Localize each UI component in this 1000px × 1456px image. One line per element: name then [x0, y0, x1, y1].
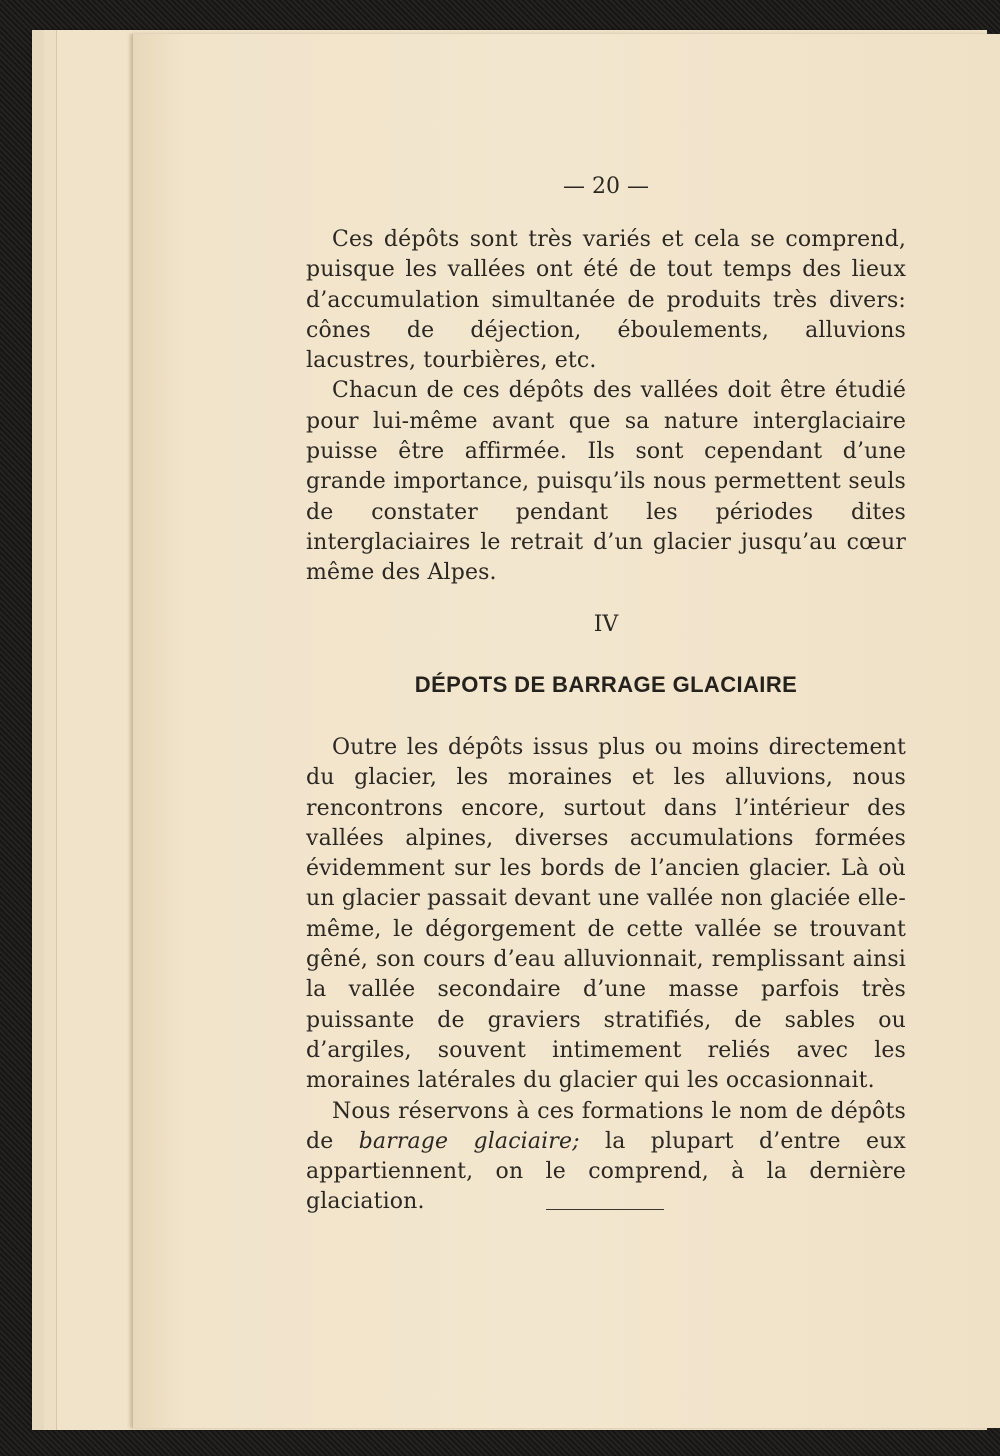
paragraph: [306, 1097, 906, 1218]
paragraph: Outre les dépôts issus plus ou moins directement du glacier, les moraines et les alluvions, nous rencontrons encore, surtout dans l’intérieur des vallées alpines, diverses accumulations formées évidemment sur les bords de l’ancien glacier. Là où un glacier passait devant une vallée non glaciée elle-même, le dégorgement de cette vallée se trouvant gêné, son cours d’eau alluvionnait, remplissant ainsi la vallée secondaire d’une masse parfois très puissante de graviers stratifiés, de sables ou d’argiles, souvent intimement reliés avec les moraines latérales du glacier qui les occasionnait.: [306, 735, 906, 1094]
paragraph-text: Nous réservons à ces formations le nom de dépôts de: [306, 1098, 906, 1154]
section-number: IV: [593, 612, 619, 637]
closing-rule: [546, 1209, 664, 1210]
italic-term: barrage glaciaire;: [358, 1128, 580, 1154]
page-number: — 20 —: [563, 174, 649, 199]
paragraph: Ces dépôts sont très variés et cela se comprend, puisque les vallées ont été de tout temps des lieux d’accumulation simultanée de produits très divers: cônes de déjection, éboulements, alluvions lacustres, tourbières, etc.: [306, 227, 906, 374]
paragraph-text: la plupart d’entre eux appartiennent, on le comprend, à la dernière glaciation.: [306, 1128, 906, 1215]
section-title: DÉPOTS DE BARRAGE GLACIAIRE: [414, 672, 798, 697]
paragraph: Chacun de ces dépôts des vallées doit être étudié pour lui-même avant que sa nature interglaciaire puisse être affirmée. Ils sont cependant d’une grande importance, puisqu’ils nous permettent seuls de constater pendant les périodes dites interglaciaires le retrait d’un glacier jusqu’au cœur même des Alpes.: [306, 378, 906, 586]
section-text: [306, 733, 906, 1218]
intro-text: [306, 225, 906, 589]
